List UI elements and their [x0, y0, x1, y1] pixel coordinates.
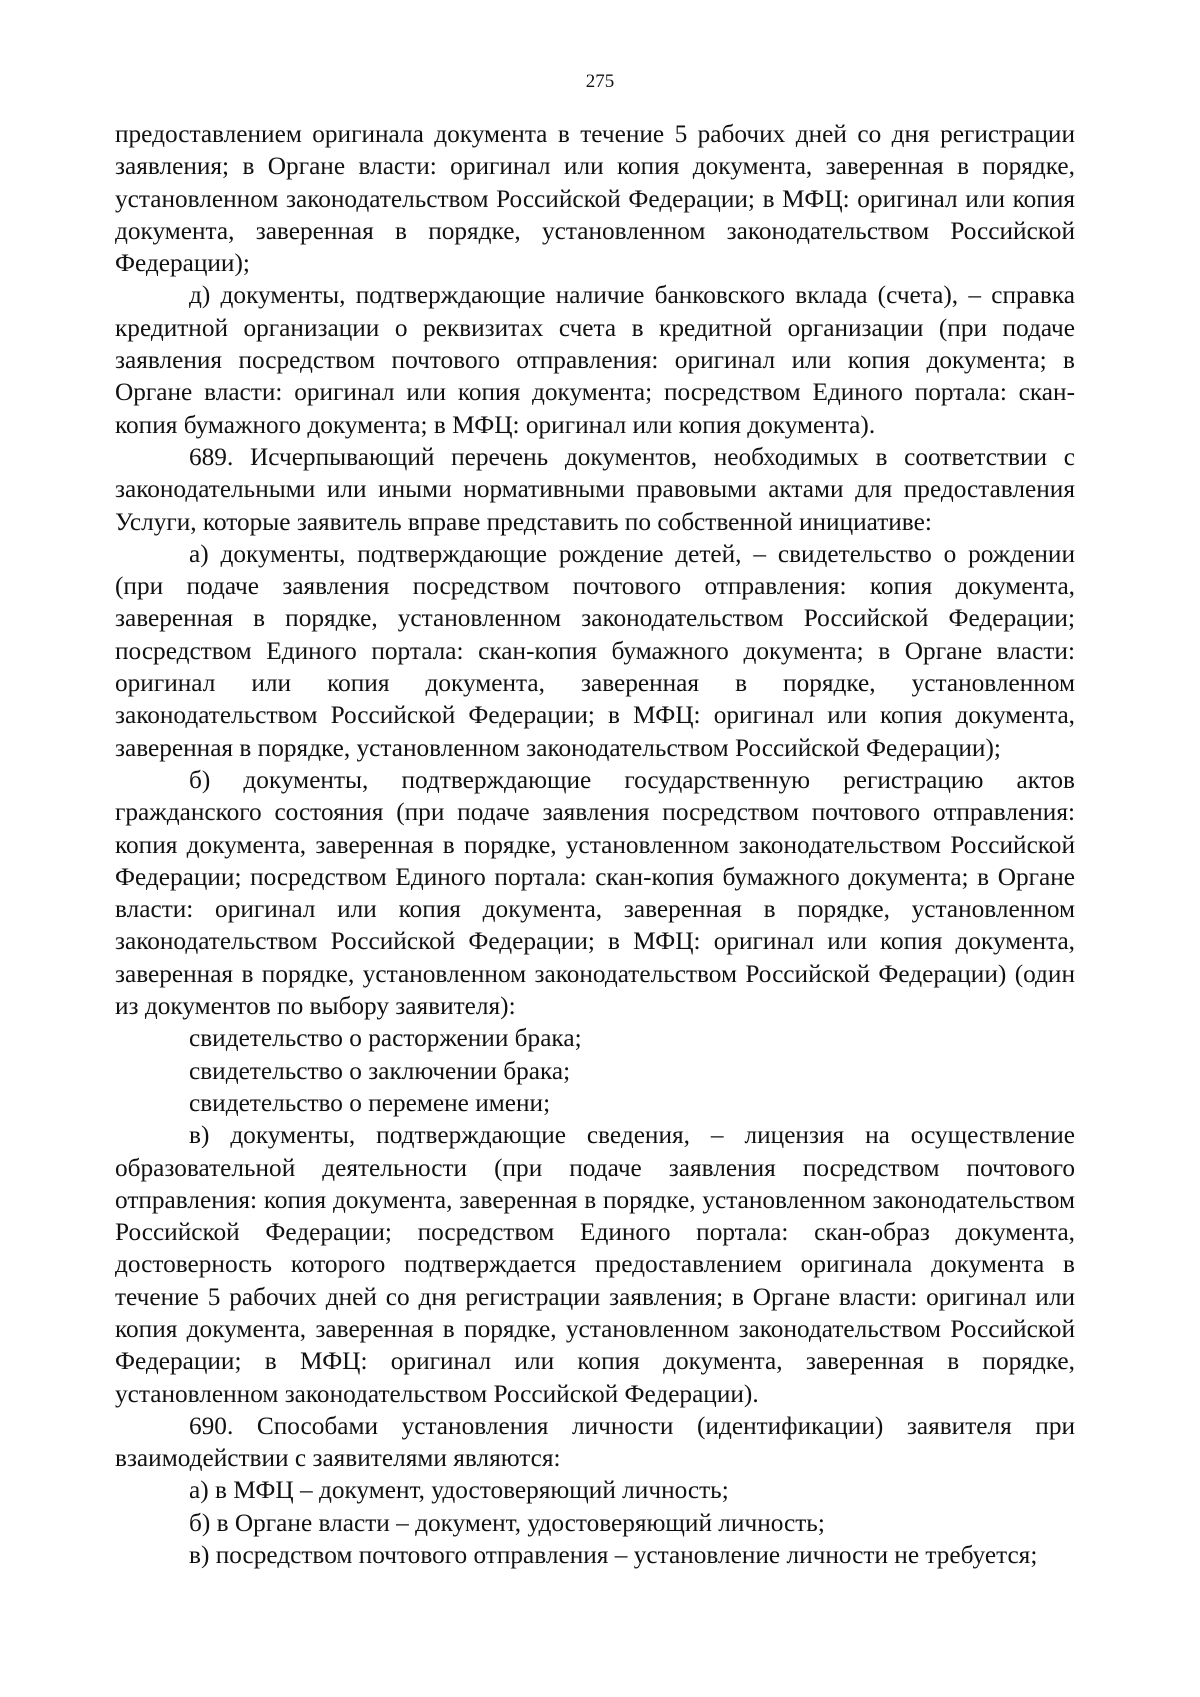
paragraph-item-v-license: в) документы, подтверждающие сведения, – лицензия на осуществление образовательной деятельности (при подаче заявления посредством почтового отправления: копия документа, заверенная в порядке, установленном законодательством Российской Федерации; посредством Единого портала: скан-образ документа, достоверность которого подтверждается предоставлением оригинала документа в течение 5 рабочих дней со дня регистрации заявления; в Органе власти: оригинал или копия документа, заверенная в порядке, установленном законодательством Российской Федерации; в МФЦ: оригинал или копия документа, заверенная в порядке, установленном законодательством Российской Федерации).: [115, 1121, 1075, 1408]
list-item-divorce-certificate: свидетельство о расторжении брака;: [189, 1024, 582, 1053]
list-item-name-change-certificate: свидетельство о перемене имени;: [189, 1088, 551, 1117]
paragraph-item-b-civil-status: б) документы, подтверждающие государственную регистрацию актов гражданского состояния (при подаче заявления посредством почтового отправления: копия документа, заверенная в порядке, установленном законодательством Российской Федерации; посредством Единого портала: скан-копия бумажного документа; в Органе власти: оригинал или копия документа, заверенная в порядке, установленном законодательством Российской Федерации; в МФЦ: оригинал или копия документа, заверенная в порядке, установленном законодательством Российской Федерации) (один из документов по выбору заявителя):: [115, 765, 1075, 1021]
list-item-mfc: а) в МФЦ – документ, удостоверяющий личность;: [189, 1476, 729, 1505]
paragraph-689: 689. Исчерпывающий перечень документов, необходимых в соответствии с законодательными или иными нормативными правовыми актами для предоставления Услуги, которые заявитель вправе представить по собственной инициативе:: [115, 442, 1075, 536]
list-item-authority: б) в Органе власти – документ, удостоверяющий личность;: [189, 1508, 825, 1537]
page-number: 275: [585, 71, 615, 92]
list-item-postal: в) посредством почтового отправления – установление личности не требуется;: [189, 1541, 1038, 1570]
document-body: [115, 118, 1075, 1571]
paragraph-item-d: д) документы, подтверждающие наличие банковского вклада (счета), – справка кредитной организации о реквизитах счета в кредитной организации (при подаче заявления посредством почтового отправления: оригинал или копия документа; в Органе власти: оригинал или копия документа; посредством Единого портала: скан-копия бумажного документа; в МФЦ: оригинал или копия документа).: [115, 281, 1075, 439]
paragraph-continuation: предоставлением оригинала документа в течение 5 рабочих дней со дня регистрации заявления; в Органе власти: оригинал или копия документа, заверенная в порядке, установленном законодательством Российской Федерации; в МФЦ: оригинал или копия документа, заверенная в порядке, установленном законодательством Российской Федерации);: [115, 120, 1075, 278]
list-item-marriage-certificate: свидетельство о заключении брака;: [189, 1056, 571, 1085]
paragraph-item-a-birth: а) документы, подтверждающие рождение детей, – свидетельство о рождении (при подаче заявления посредством почтового отправления: копия документа, заверенная в порядке, установленном законодательством Российской Федерации; посредством Единого портала: скан-копия бумажного документа; в Органе власти: оригинал или копия документа, заверенная в порядке, установленном законодательством Российской Федерации; в МФЦ: оригинал или копия документа, заверенная в порядке, установленном законодательством Российской Федерации);: [115, 539, 1075, 762]
paragraph-690: 690. Способами установления личности (идентификации) заявителя при взаимодействии с заявителями являются:: [115, 1411, 1075, 1473]
